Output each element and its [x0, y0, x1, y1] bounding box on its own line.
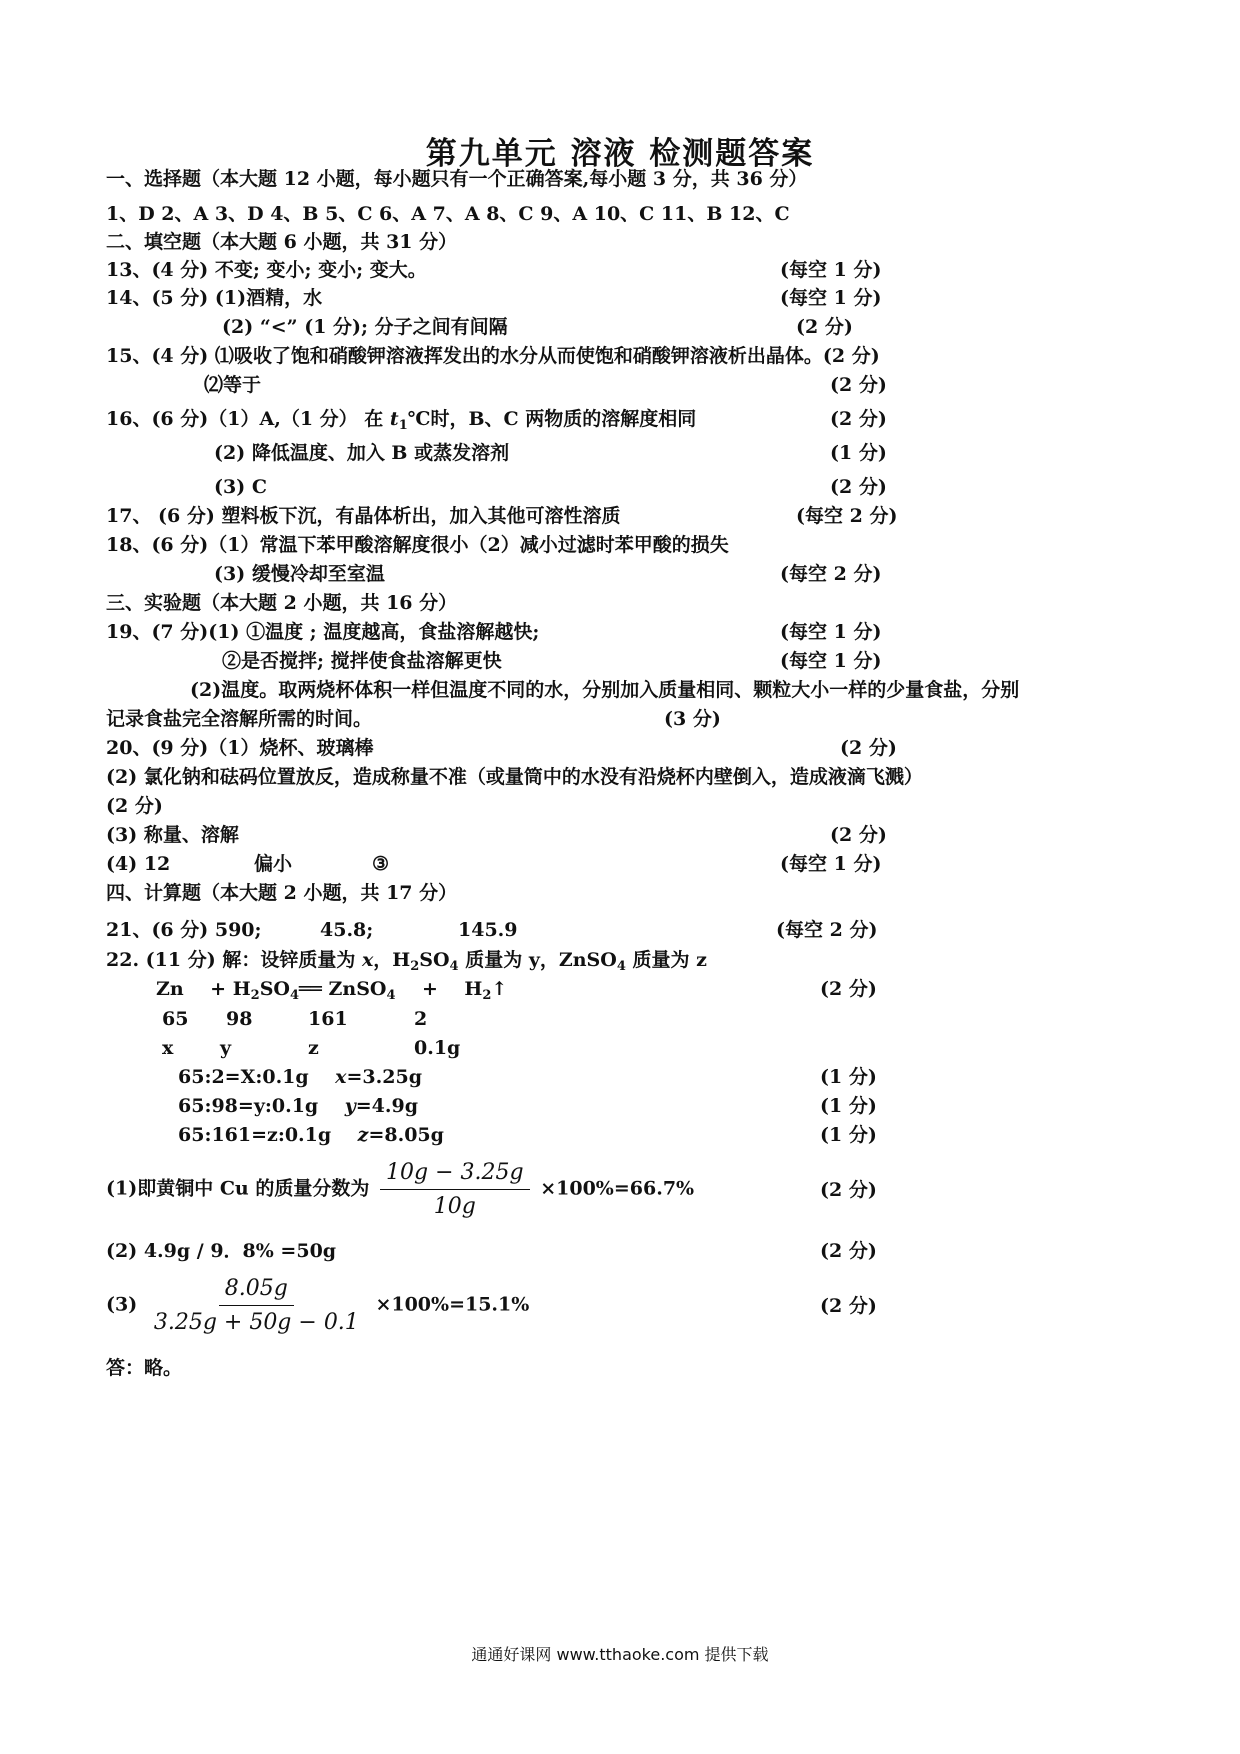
- q21-score: (每空 2 分): [776, 919, 878, 941]
- choice-answers: 1、D 2、A 3、D 4、B 5、C 6、A 7、A 8、C 9、A 10、C 11、B 12、C: [106, 203, 790, 225]
- q21-c: 145.9: [458, 919, 518, 941]
- q15-part2-score: (2 分): [830, 374, 887, 396]
- q22-var-x: x: [361, 949, 374, 971]
- var-z: z: [308, 1037, 319, 1059]
- ratio-1-var: x: [335, 1066, 347, 1088]
- part-3-result: ×100%=15.1%: [375, 1293, 530, 1316]
- eq-zn: Zn: [156, 978, 184, 1000]
- eq-h: H: [464, 978, 483, 1000]
- q15-part1: 15、(4 分) ⑴吸收了饱和硝酸钾溶液挥发出的水分从而使饱和硝酸钾溶液析出晶体。(2 分): [106, 345, 880, 367]
- part-1-result: ×100%=66.7%: [540, 1177, 695, 1200]
- ratio-3-score: (1 分): [820, 1124, 877, 1146]
- q22-sub-2: 4: [449, 959, 459, 974]
- eq-sub-2: 4: [289, 988, 300, 1003]
- q16-part1-score: (2 分): [830, 408, 887, 430]
- ratio-2-eq: 65:98=y:0.1g: [178, 1095, 319, 1117]
- q20-part2: (2) 氯化钠和砝码位置放反，造成称量不准（或量筒中的水没有沿烧杯内壁倒入，造成液滴飞溅）: [106, 766, 923, 788]
- q22-setup-h: ，H: [373, 949, 411, 971]
- q14-part1: 14、(5 分) (1)酒精，水: [106, 287, 323, 309]
- part-3-numerator: 8.05g: [219, 1276, 294, 1306]
- ratio-1-eq: 65:2=X:0.1g: [178, 1066, 309, 1088]
- footer-source: 通通好课网 www.tthaoke.com 提供下载: [471, 1645, 769, 1664]
- q16-t-symbol: t: [389, 408, 399, 430]
- q16-part3-score: (2 分): [830, 476, 887, 498]
- ratio-1-score: (1 分): [820, 1066, 877, 1088]
- part-1-numerator: 10g − 3.25g: [380, 1160, 530, 1190]
- q14-part2-score: (2 分): [796, 316, 853, 338]
- part-1-cu-fraction: [106, 1160, 694, 1219]
- q20-part5-c: ③: [372, 853, 390, 875]
- ratio-3-eq: 65:161=z:0.1g: [178, 1124, 332, 1146]
- section-2-header: 二、填空题（本大题 6 小题，共 31 分）: [106, 231, 458, 253]
- ratio-2-score: (1 分): [820, 1095, 877, 1117]
- mass-2: 2: [414, 1008, 428, 1030]
- ratio-2-var: y: [344, 1095, 356, 1117]
- ratio-3-result: =8.05g: [368, 1124, 444, 1146]
- section-3-header: 三、实验题（本大题 2 小题，共 16 分）: [106, 592, 458, 614]
- q20-part1: 20、(9 分)（1）烧杯、玻璃棒: [106, 737, 374, 759]
- q18-part2: (3) 缓慢冷却至室温: [214, 563, 385, 585]
- q20-part5-score: (每空 1 分): [780, 853, 882, 875]
- part-1-lead: (1)即黄铜中 Cu 的质量分数为: [106, 1177, 370, 1200]
- var-h2-mass: 0.1g: [414, 1037, 461, 1059]
- q21-a: 21、(6 分) 590;: [106, 919, 262, 941]
- q22-setup-tail: 质量为 z: [625, 949, 707, 971]
- ratio-2-result: =4.9g: [355, 1095, 418, 1117]
- eq-plus: +: [422, 978, 438, 1000]
- q22-sub-1: 2: [410, 959, 420, 974]
- ratio-3: [178, 1123, 444, 1147]
- q19-part1-score: (每空 1 分): [780, 621, 882, 643]
- final-answer: 答：略。: [106, 1357, 183, 1379]
- eq-sub-4: 2: [482, 988, 492, 1003]
- var-x: x: [162, 1037, 174, 1059]
- reaction-equation: [156, 977, 507, 1008]
- section-4-header: 四、计算题（本大题 2 小题，共 17 分）: [106, 882, 458, 904]
- part-3-denominator: 3.25g + 50g − 0.1: [153, 1310, 359, 1335]
- ratio-2: [178, 1094, 418, 1118]
- q22-sub-3: 4: [616, 959, 626, 974]
- q13-answer: 13、(4 分) 不变; 变小; 变小; 变大。: [106, 259, 427, 281]
- mass-98: 98: [226, 1008, 253, 1030]
- eq-sub-3: 4: [386, 988, 396, 1003]
- q16-part3: (3) C: [214, 476, 267, 498]
- equation-score: (2 分): [820, 978, 877, 1000]
- mass-65: 65: [162, 1008, 189, 1030]
- q20-part3: (2 分): [106, 795, 163, 817]
- q20-part1-score: (2 分): [840, 737, 897, 759]
- part-3-lead: (3): [106, 1293, 138, 1316]
- part-1-score: (2 分): [820, 1179, 877, 1201]
- q20-part5-a: (4) 12: [106, 853, 171, 875]
- q15-part2: ⑵等于: [204, 374, 262, 396]
- q19-part2-score: (每空 1 分): [780, 650, 882, 672]
- q22-setup-znso: 质量为 y，ZnSO: [458, 949, 617, 971]
- q14-part1-score: (每空 1 分): [780, 287, 882, 309]
- part-3-score: (2 分): [820, 1295, 877, 1317]
- q17-score: (每空 2 分): [796, 505, 898, 527]
- q16-part2-score: (1 分): [830, 442, 887, 464]
- mass-161: 161: [308, 1008, 348, 1030]
- ratio-1-result: =3.25g: [346, 1066, 422, 1088]
- q17-answer: 17、 (6 分) 塑料板下沉，有晶体析出，加入其他可溶性溶质: [106, 505, 621, 527]
- ratio-1: [178, 1065, 422, 1089]
- q19-part3: (2)温度。取两烧杯体积一样但温度不同的水，分别加入质量相同、颗粒大小一样的少量食盐，分别: [190, 679, 1020, 701]
- q16-part1-lead: 16、(6 分)（1）A,（1 分） 在: [106, 408, 390, 430]
- q20-part4: (3) 称量、溶解: [106, 824, 239, 846]
- q19-part4: 记录食盐完全溶解所需的时间。: [106, 708, 373, 730]
- q20-part4-score: (2 分): [830, 824, 887, 846]
- q19-part1: 19、(7 分)(1) ①温度 ; 温度越高，食盐溶解越快;: [106, 621, 540, 643]
- q16-part1: [106, 407, 696, 438]
- q22-setup-so: SO: [419, 949, 450, 971]
- q16-part1-tail: ℃时，B、C 两物质的溶解度相同: [407, 408, 697, 430]
- q14-part2: (2) “<” (1 分); 分子之间有间隔: [222, 316, 508, 338]
- part-2-score: (2 分): [820, 1240, 877, 1262]
- q19-part2: ②是否搅拌; 搅拌使食盐溶解更快: [222, 650, 502, 672]
- q18-part1: 18、(6 分)（1）常温下苯甲酸溶解度很小（2）减小过滤时苯甲酸的损失: [106, 534, 729, 556]
- gas-arrow-icon: ↑: [491, 978, 508, 1000]
- part-3-fraction-line: [106, 1276, 529, 1335]
- q22-setup-lead: 22. (11 分) 解：设锌质量为: [106, 949, 362, 971]
- page-title: 第九单元 溶液 检测题答案: [425, 136, 815, 172]
- q21-b: 45.8;: [320, 919, 374, 941]
- q16-t-subscript: 1: [398, 418, 408, 433]
- eq-so: SO: [259, 978, 290, 1000]
- ratio-3-var: z: [357, 1124, 369, 1146]
- section-1-header: 一、选择题（本大题 12 小题，每小题只有一个正确答案,每小题 3 分，共 36 分）: [106, 168, 808, 190]
- eq-sub-1: 2: [250, 988, 260, 1003]
- q19-part4-score: (3 分): [664, 708, 721, 730]
- q13-score: (每空 1 分): [780, 259, 882, 281]
- var-y: y: [220, 1037, 232, 1059]
- q22-setup: [106, 948, 707, 979]
- part-2-solution: (2) 4.9g / 9．8% =50g: [106, 1240, 337, 1262]
- q18-part2-score: (每空 2 分): [780, 563, 882, 585]
- part-3-fraction: [148, 1276, 365, 1335]
- q20-part5-b: 偏小: [254, 853, 293, 875]
- part-1-denominator: 10g: [433, 1194, 476, 1219]
- part-1-fraction: [380, 1160, 530, 1219]
- q16-part2: (2) 降低温度、加入 B 或蒸发溶剂: [214, 442, 510, 464]
- eq-arrow-znso: ══ ZnSO: [299, 978, 387, 1000]
- eq-plus-h: + H: [210, 978, 251, 1000]
